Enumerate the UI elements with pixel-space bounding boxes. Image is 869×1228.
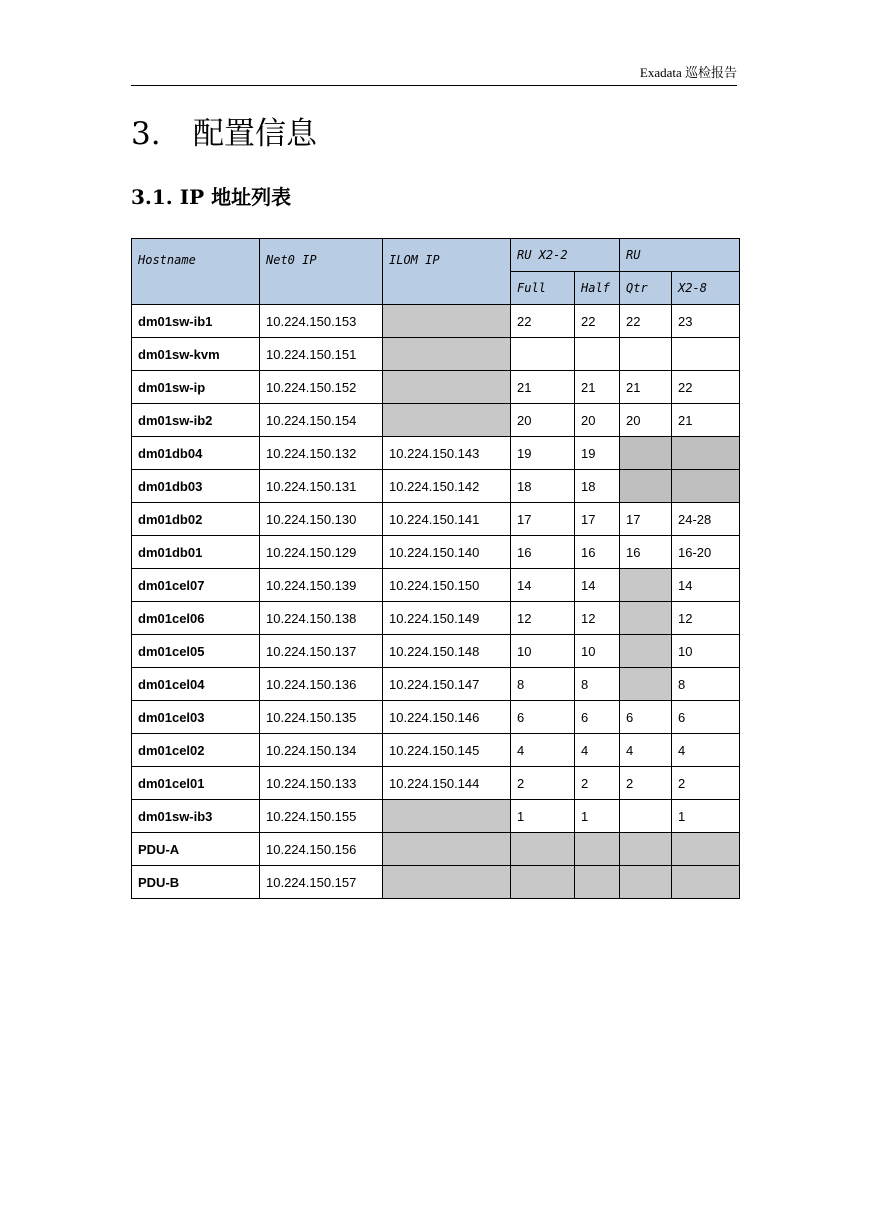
full-cell: 18	[511, 470, 575, 503]
table-row	[132, 668, 740, 701]
x28-cell	[672, 338, 740, 371]
half-cell: 20	[575, 404, 620, 437]
x28-cell: 14	[672, 569, 740, 602]
hostname-cell: dm01cel04	[132, 668, 260, 701]
hostname-cell: dm01cel03	[132, 701, 260, 734]
hostname-cell: dm01cel01	[132, 767, 260, 800]
qtr-cell	[620, 569, 672, 602]
half-cell: 4	[575, 734, 620, 767]
net0-ip-cell: 10.224.150.155	[260, 800, 383, 833]
net0-ip-cell: 10.224.150.131	[260, 470, 383, 503]
qtr-cell: 20	[620, 404, 672, 437]
net0-ip-cell: 10.224.150.134	[260, 734, 383, 767]
hostname-cell: dm01sw-ib3	[132, 800, 260, 833]
net0-ip-cell: 10.224.150.136	[260, 668, 383, 701]
hostname-cell: PDU-A	[132, 833, 260, 866]
qtr-cell	[620, 668, 672, 701]
half-cell: 8	[575, 668, 620, 701]
ilom-ip-cell	[383, 371, 511, 404]
net0-ip-cell: 10.224.150.129	[260, 536, 383, 569]
hostname-cell: dm01sw-ib1	[132, 305, 260, 338]
full-cell: 20	[511, 404, 575, 437]
qtr-cell: 4	[620, 734, 672, 767]
x28-cell	[672, 470, 740, 503]
hostname-cell: dm01cel07	[132, 569, 260, 602]
ip-address-table	[131, 238, 740, 899]
ilom-ip-cell	[383, 866, 511, 899]
hostname-cell: PDU-B	[132, 866, 260, 899]
full-cell	[511, 866, 575, 899]
x28-cell	[672, 866, 740, 899]
half-cell: 2	[575, 767, 620, 800]
x28-cell: 21	[672, 404, 740, 437]
qtr-cell: 22	[620, 305, 672, 338]
x28-cell: 16-20	[672, 536, 740, 569]
qtr-cell	[620, 470, 672, 503]
x28-cell: 24-28	[672, 503, 740, 536]
net0-ip-cell: 10.224.150.157	[260, 866, 383, 899]
ilom-ip-cell: 10.224.150.140	[383, 536, 511, 569]
qtr-cell: 6	[620, 701, 672, 734]
table-row	[132, 338, 740, 371]
full-cell: 14	[511, 569, 575, 602]
chapter-number: 3.	[131, 116, 161, 152]
ilom-ip-cell	[383, 404, 511, 437]
header-ilom-ip: ILOM IP	[383, 239, 511, 305]
half-cell: 6	[575, 701, 620, 734]
full-cell	[511, 833, 575, 866]
ilom-ip-cell: 10.224.150.145	[383, 734, 511, 767]
qtr-cell: 16	[620, 536, 672, 569]
section-title: 3.1. IP 地址列表	[131, 185, 292, 209]
table-row	[132, 437, 740, 470]
table-row	[132, 371, 740, 404]
half-cell: 14	[575, 569, 620, 602]
net0-ip-cell: 10.224.150.138	[260, 602, 383, 635]
half-cell: 21	[575, 371, 620, 404]
x28-cell: 22	[672, 371, 740, 404]
ilom-ip-cell: 10.224.150.144	[383, 767, 511, 800]
net0-ip-cell: 10.224.150.156	[260, 833, 383, 866]
hostname-cell: dm01sw-kvm	[132, 338, 260, 371]
ilom-ip-cell: 10.224.150.149	[383, 602, 511, 635]
half-cell: 22	[575, 305, 620, 338]
half-cell	[575, 833, 620, 866]
full-cell: 6	[511, 701, 575, 734]
half-cell: 1	[575, 800, 620, 833]
qtr-cell	[620, 635, 672, 668]
half-cell: 17	[575, 503, 620, 536]
hostname-cell: dm01sw-ip	[132, 371, 260, 404]
x28-cell: 10	[672, 635, 740, 668]
ilom-ip-cell: 10.224.150.141	[383, 503, 511, 536]
header-net0-ip: Net0 IP	[260, 239, 383, 305]
x28-cell: 2	[672, 767, 740, 800]
full-cell	[511, 338, 575, 371]
header-text: Exadata 巡检报告	[639, 65, 737, 80]
full-cell: 17	[511, 503, 575, 536]
full-cell: 21	[511, 371, 575, 404]
half-cell: 16	[575, 536, 620, 569]
full-cell: 2	[511, 767, 575, 800]
qtr-cell	[620, 602, 672, 635]
table-row	[132, 767, 740, 800]
net0-ip-cell: 10.224.150.152	[260, 371, 383, 404]
hostname-cell: dm01cel02	[132, 734, 260, 767]
table-row	[132, 470, 740, 503]
x28-cell: 4	[672, 734, 740, 767]
table-row	[132, 734, 740, 767]
hostname-cell: dm01db01	[132, 536, 260, 569]
table-row	[132, 635, 740, 668]
x28-cell: 1	[672, 800, 740, 833]
table-row	[132, 503, 740, 536]
table-row	[132, 602, 740, 635]
x28-cell: 8	[672, 668, 740, 701]
hostname-cell: dm01cel06	[132, 602, 260, 635]
table-row	[132, 404, 740, 437]
x28-cell	[672, 833, 740, 866]
qtr-cell	[620, 800, 672, 833]
header-qtr: Qtr	[620, 272, 672, 305]
hostname-cell: dm01db03	[132, 470, 260, 503]
hostname-cell: dm01cel05	[132, 635, 260, 668]
x28-cell: 6	[672, 701, 740, 734]
table-row	[132, 833, 740, 866]
net0-ip-cell: 10.224.150.130	[260, 503, 383, 536]
net0-ip-cell: 10.224.150.135	[260, 701, 383, 734]
net0-ip-cell: 10.224.150.154	[260, 404, 383, 437]
hostname-cell: dm01sw-ib2	[132, 404, 260, 437]
header-ru: RU	[620, 239, 740, 272]
ilom-ip-cell	[383, 305, 511, 338]
full-cell: 1	[511, 800, 575, 833]
ilom-ip-cell: 10.224.150.150	[383, 569, 511, 602]
net0-ip-cell: 10.224.150.139	[260, 569, 383, 602]
table-row	[132, 800, 740, 833]
x28-cell	[672, 437, 740, 470]
table-row	[132, 305, 740, 338]
half-cell	[575, 866, 620, 899]
header-ru-x22: RU X2-2	[511, 239, 620, 272]
chapter-title-text: 配置信息	[193, 116, 317, 152]
ilom-ip-cell: 10.224.150.147	[383, 668, 511, 701]
hostname-cell: dm01db04	[132, 437, 260, 470]
header-full: Full	[511, 272, 575, 305]
net0-ip-cell: 10.224.150.132	[260, 437, 383, 470]
qtr-cell: 21	[620, 371, 672, 404]
x28-cell: 12	[672, 602, 740, 635]
ilom-ip-cell	[383, 338, 511, 371]
x28-cell: 23	[672, 305, 740, 338]
ilom-ip-cell: 10.224.150.146	[383, 701, 511, 734]
net0-ip-cell: 10.224.150.137	[260, 635, 383, 668]
half-cell: 18	[575, 470, 620, 503]
hostname-cell: dm01db02	[132, 503, 260, 536]
chapter-title	[131, 108, 317, 153]
net0-ip-cell: 10.224.150.153	[260, 305, 383, 338]
qtr-cell: 2	[620, 767, 672, 800]
qtr-cell	[620, 437, 672, 470]
ilom-ip-cell: 10.224.150.142	[383, 470, 511, 503]
header-hostname: Hostname	[132, 239, 260, 305]
qtr-cell: 17	[620, 503, 672, 536]
qtr-cell	[620, 338, 672, 371]
page-header	[131, 58, 737, 86]
ilom-ip-cell	[383, 833, 511, 866]
full-cell: 4	[511, 734, 575, 767]
ilom-ip-cell: 10.224.150.143	[383, 437, 511, 470]
qtr-cell	[620, 833, 672, 866]
table-row	[132, 701, 740, 734]
net0-ip-cell: 10.224.150.151	[260, 338, 383, 371]
ilom-ip-cell	[383, 800, 511, 833]
header-x28: X2-8	[672, 272, 740, 305]
qtr-cell	[620, 866, 672, 899]
ilom-ip-cell: 10.224.150.148	[383, 635, 511, 668]
table-row	[132, 536, 740, 569]
full-cell: 19	[511, 437, 575, 470]
net0-ip-cell: 10.224.150.133	[260, 767, 383, 800]
header-half: Half	[575, 272, 620, 305]
full-cell: 10	[511, 635, 575, 668]
full-cell: 22	[511, 305, 575, 338]
half-cell	[575, 338, 620, 371]
half-cell: 12	[575, 602, 620, 635]
table-row	[132, 866, 740, 899]
table-row	[132, 569, 740, 602]
half-cell: 19	[575, 437, 620, 470]
full-cell: 16	[511, 536, 575, 569]
half-cell: 10	[575, 635, 620, 668]
full-cell: 8	[511, 668, 575, 701]
full-cell: 12	[511, 602, 575, 635]
